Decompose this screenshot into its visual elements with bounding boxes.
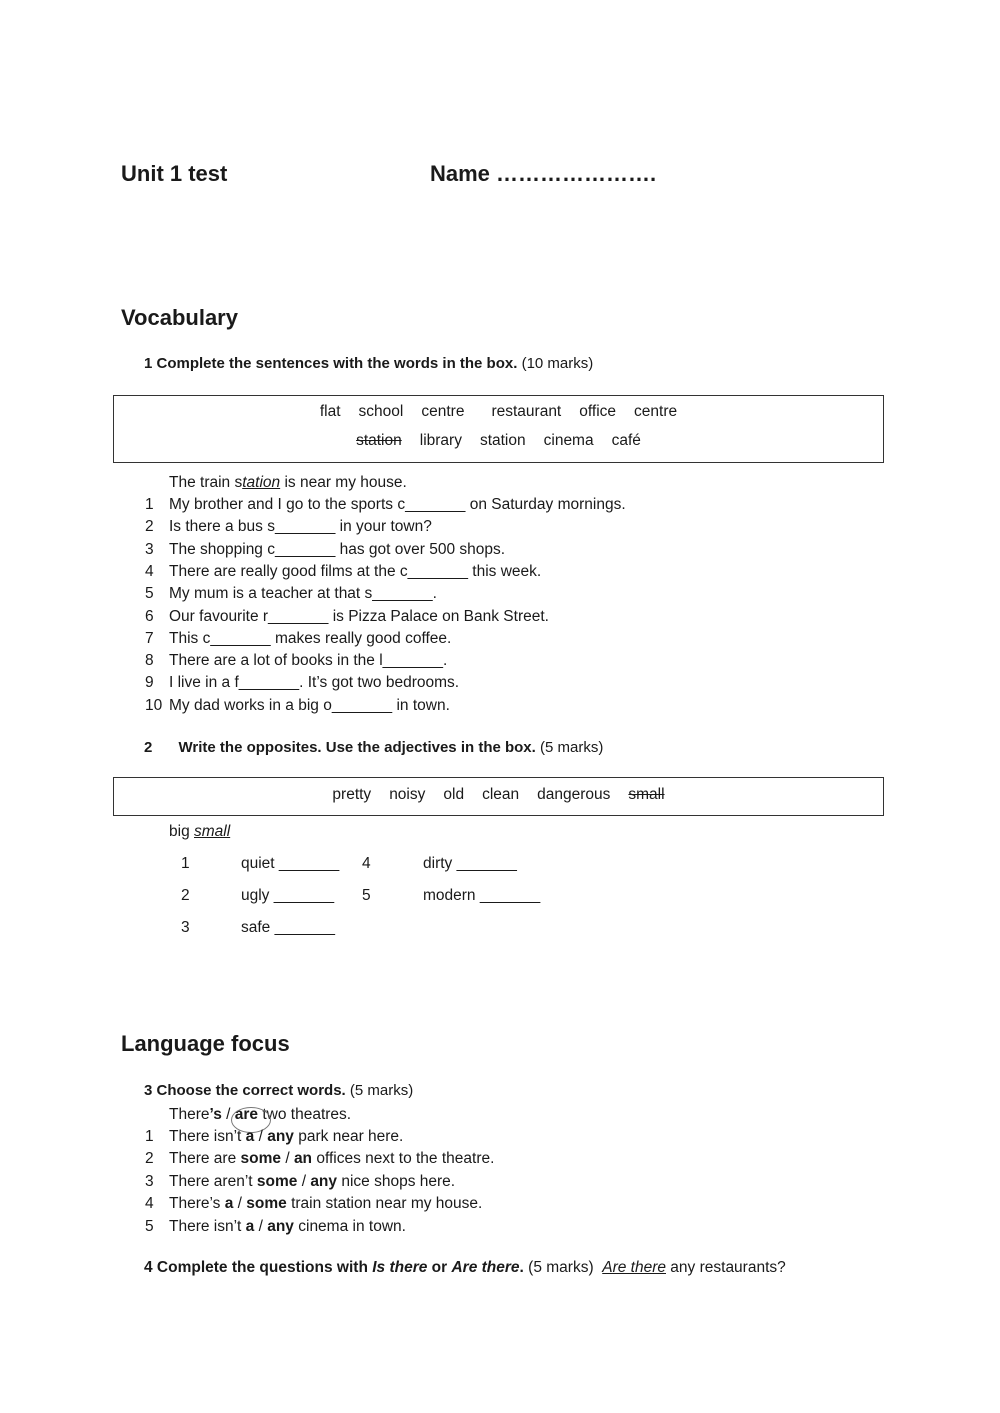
box-word: library (419, 432, 462, 449)
choice-separator: / (254, 1128, 268, 1145)
choice-text: cinema in town. (293, 1217, 406, 1235)
choice-number: 5 (145, 1217, 154, 1235)
choice-separator: / (233, 1195, 247, 1213)
opposite-item: ugly _______ (241, 887, 335, 904)
word-box-1 (113, 395, 884, 463)
word-box-2 (113, 777, 884, 816)
box-word: cinema (543, 432, 594, 449)
choice-sentence (169, 1195, 482, 1213)
choice-separator: / (297, 1172, 311, 1190)
example-separator: / (221, 1106, 235, 1123)
choice-number: 1 (145, 1128, 154, 1145)
opposite-item: dirty _______ (423, 855, 517, 872)
sentence-text: My dad works in a big o_______ in town. (169, 696, 450, 714)
opposite-num: 1 (181, 855, 190, 872)
choice-text: nice shops here. (337, 1172, 456, 1190)
choice-option: an (293, 1150, 313, 1168)
example-answer: tation (242, 474, 281, 491)
example-word: big (169, 823, 190, 840)
sentence-text: There are really good films at the c_______ this week. (169, 562, 542, 580)
test-title: Unit 1 test (121, 161, 228, 186)
sentence-number: 3 (145, 540, 154, 558)
marks: (10 marks) (521, 355, 594, 372)
language-focus-heading: Language focus (121, 1031, 290, 1056)
vocabulary-heading: Vocabulary (121, 305, 238, 330)
sentence-text: Our favourite r_______ is Pizza Palace on Bank Street. (169, 607, 549, 625)
sentence-number: 5 (145, 585, 154, 603)
choice-sentence (169, 1173, 455, 1191)
choice-sentence (169, 1128, 403, 1146)
instruction-text: . (519, 1259, 524, 1276)
opposite-num: 2 (181, 887, 190, 904)
instruction-text: 1 Complete the sentences with the words in the box. (144, 355, 518, 372)
box-word: old (443, 786, 465, 803)
instruction-text: Are there (451, 1259, 520, 1276)
choice-option: any (267, 1217, 294, 1235)
sentence-number: 7 (145, 629, 154, 647)
box-word-crossed: station (356, 432, 402, 449)
choice-text: park near here. (293, 1128, 404, 1145)
box-word: dangerous (537, 786, 611, 803)
marks: (5 marks) (349, 1082, 414, 1099)
example-text: There (169, 1106, 210, 1123)
box-word-crossed: small (628, 786, 665, 803)
choice-option: a (224, 1195, 234, 1213)
choice-sentence (169, 1218, 406, 1236)
choice-text: There isn’t (169, 1128, 246, 1145)
box-word: school (358, 403, 404, 420)
word-box-row (114, 786, 883, 804)
name-label: Name …………………. (430, 161, 657, 186)
choice-option: a (245, 1217, 255, 1235)
choice-text: train station near my house. (286, 1195, 483, 1213)
choice-text: There are (169, 1150, 241, 1168)
choice-option: any (310, 1172, 338, 1190)
instruction-text: Write the opposites. Use the adjectives in the box. (178, 739, 536, 756)
choice-text: offices next to the theatre. (312, 1150, 495, 1168)
example-sentence-1 (169, 474, 407, 492)
choice-number: 3 (145, 1172, 154, 1190)
sentence-number: 6 (145, 607, 154, 625)
example-option-circled: are (234, 1106, 259, 1123)
box-word: flat (319, 403, 341, 420)
choice-text: There isn’t (169, 1217, 246, 1235)
opposite-item: modern _______ (423, 887, 541, 904)
instruction-text: 3 Choose the correct words. (144, 1082, 346, 1099)
choice-option: any (267, 1128, 294, 1145)
sentence-number: 8 (145, 652, 154, 670)
example-suffix: any restaurants? (666, 1259, 786, 1276)
exercise-4-instruction (144, 1259, 786, 1277)
exercise-number: 2 (144, 739, 153, 756)
opposite-num: 5 (362, 887, 371, 904)
sentence-number: 1 (145, 496, 154, 513)
box-word: clean (482, 786, 520, 803)
sentence-number: 10 (145, 696, 163, 714)
example-suffix: is near my house. (280, 474, 407, 491)
word-box-row-1 (114, 403, 883, 421)
example-prefix: The train s (169, 474, 243, 491)
choice-separator: / (281, 1150, 294, 1168)
choice-text: There’s (169, 1195, 225, 1213)
opposite-item: quiet _______ (241, 855, 340, 872)
sentence-text: My mum is a teacher at that s_______. (169, 585, 437, 603)
exercise-3-instruction (144, 1082, 413, 1099)
choice-text: There aren’t (169, 1172, 257, 1190)
instruction-text: 4 Complete the questions with (144, 1259, 373, 1276)
sentence-text: I live in a f_______. It’s got two bedrooms. (169, 674, 460, 692)
example-text: two theatres. (258, 1106, 352, 1123)
sentence-text: My brother and I go to the sports c_______ on Saturday mornings. (169, 496, 626, 513)
exercise-2-instruction (144, 739, 603, 756)
choice-option: some (256, 1172, 298, 1190)
sentence-number: 4 (145, 562, 154, 580)
box-word: centre (634, 403, 678, 420)
choice-number: 2 (145, 1150, 154, 1168)
sentence-text: The shopping c_______ has got over 500 shops. (169, 540, 506, 558)
sentence-text: This c_______ makes really good coffee. (169, 629, 452, 647)
sentence-text: Is there a bus s_______ in your town? (169, 518, 432, 536)
opposite-item: safe _______ (241, 919, 335, 936)
choice-sentence (169, 1150, 494, 1168)
example-opposite (169, 823, 230, 841)
box-word: pretty (332, 786, 372, 803)
box-word: office (579, 403, 617, 420)
marks: (5 marks) (523, 1259, 594, 1276)
example-answer: small (194, 823, 231, 840)
choice-option: some (240, 1150, 282, 1168)
sentence-number: 9 (145, 674, 154, 692)
sentence-text: There are a lot of books in the l_______. (169, 652, 448, 670)
box-word: restaurant (491, 403, 562, 420)
choice-option: some (246, 1195, 287, 1213)
word-box-row-2 (114, 432, 883, 450)
choice-option: a (245, 1128, 255, 1145)
sentence-number: 2 (145, 518, 154, 536)
example-answer: Are there (602, 1259, 666, 1276)
opposite-num: 3 (181, 919, 190, 936)
instruction-text: or (427, 1259, 452, 1276)
box-word: café (611, 432, 641, 449)
instruction-text: Is there (372, 1259, 428, 1276)
box-word: station (479, 432, 526, 449)
example-option: ’s (209, 1106, 222, 1123)
box-word: noisy (389, 786, 426, 803)
choice-number: 4 (145, 1195, 154, 1213)
choice-separator: / (254, 1217, 268, 1235)
exercise-1-instruction (144, 355, 593, 372)
box-word: centre (421, 403, 465, 420)
opposite-num: 4 (362, 855, 371, 872)
marks: (5 marks) (540, 739, 604, 756)
